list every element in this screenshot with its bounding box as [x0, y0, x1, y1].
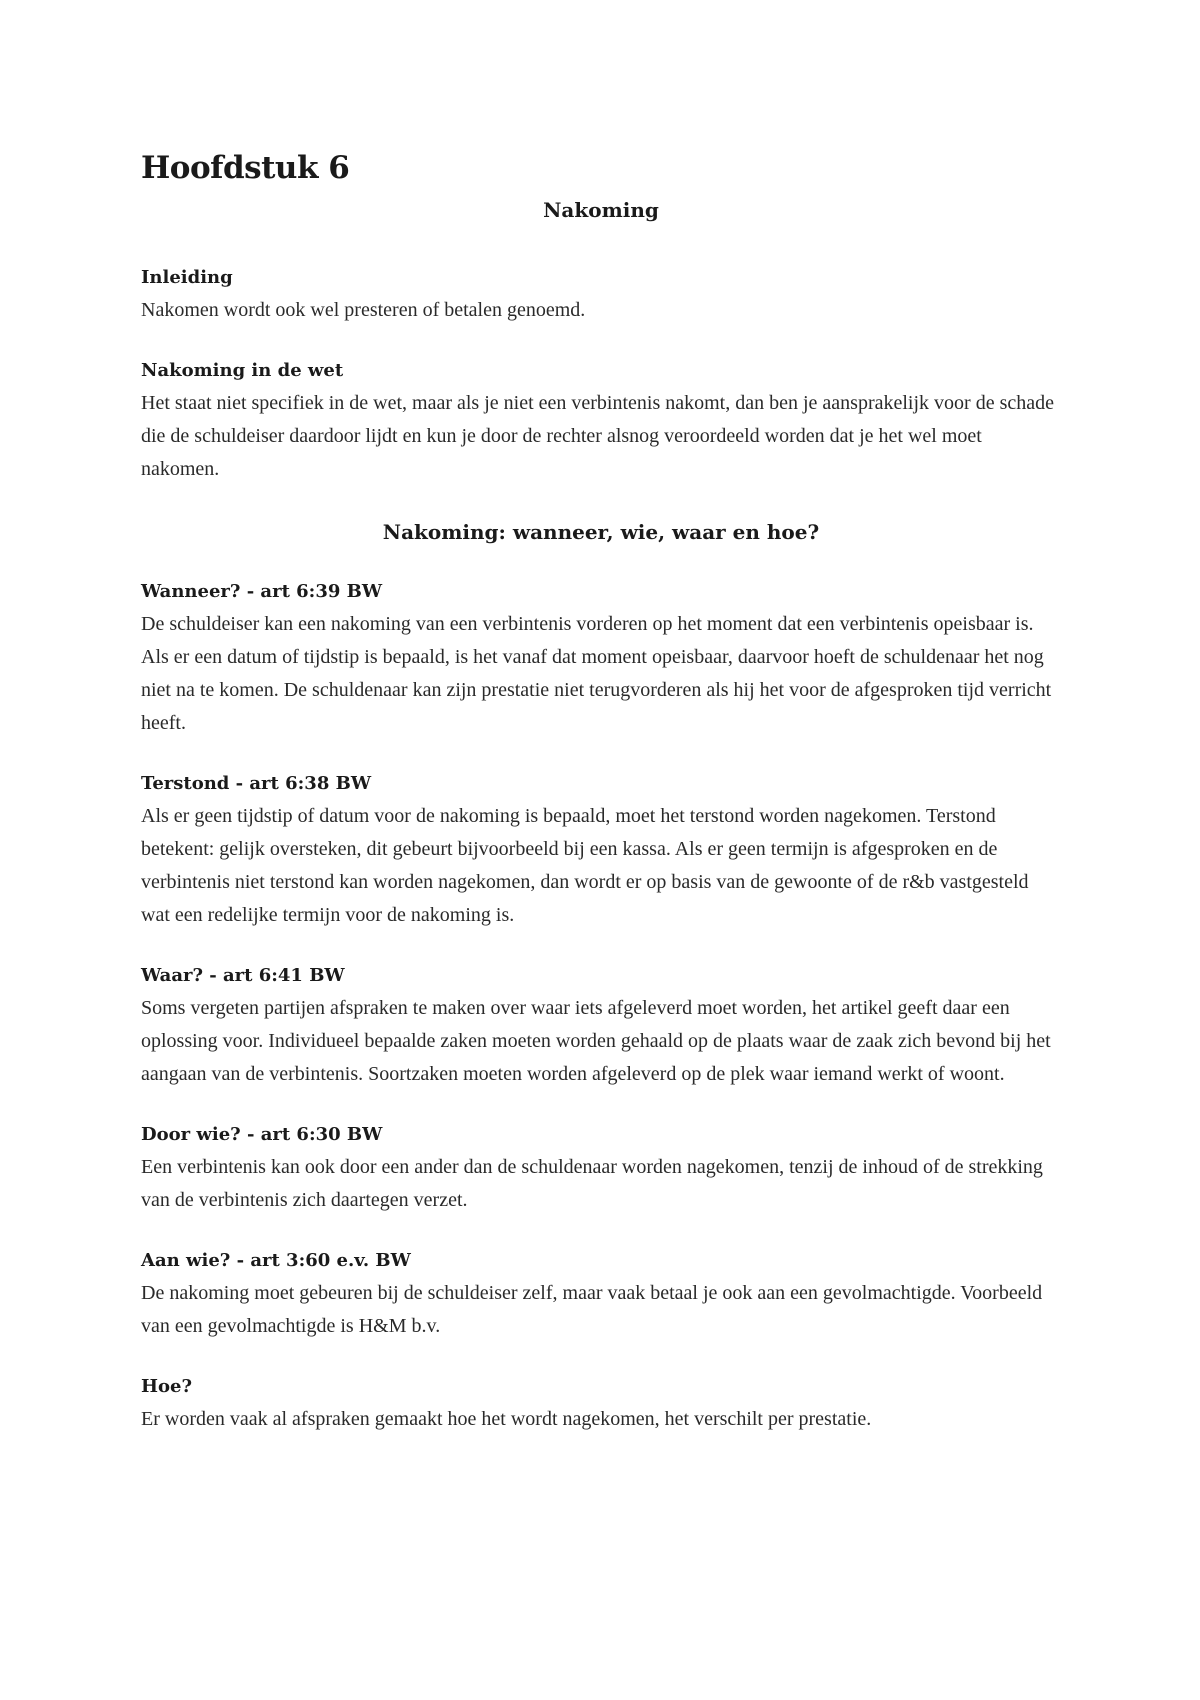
section-door-wie	[141, 1118, 1061, 1217]
section-aan-wie	[141, 1244, 1061, 1343]
section-waar	[141, 959, 1061, 1091]
section-terstond	[141, 767, 1061, 932]
chapter-subtitle: Nakoming	[543, 198, 659, 223]
section-hoe	[141, 1370, 1061, 1436]
section-heading: Inleiding	[141, 267, 233, 289]
middle-heading: Nakoming: wanneer, wie, waar en hoe?	[382, 520, 820, 545]
section-heading: Nakoming in de wet	[141, 360, 344, 382]
document-page	[141, 150, 1061, 1436]
section-text: Soms vergeten partijen afspraken te maken over waar iets afgeleverd moet worden, het artikel geeft daar een oplossing voor. Individueel bepaalde zaken moeten worden gehaald op de plaats waar de zaak zich bevond bij het aangaan van de verbintenis. Soortzaken moeten worden afgeleverd op de plek waar iemand werkt of woont.	[141, 997, 1051, 1086]
section-nakoming-in-de-wet	[141, 354, 1061, 486]
section-text: De nakoming moet gebeuren bij de schuldeiser zelf, maar vaak betaal je ook aan een gevolmachtigde. Voorbeeld van een gevolmachtigde is H&M b.v.	[141, 1282, 1043, 1338]
section-heading: Terstond - art 6:38 BW	[141, 773, 372, 795]
section-wanneer	[141, 575, 1061, 740]
section-text: Nakomen wordt ook wel presteren of betalen genoemd.	[141, 299, 586, 322]
section-inleiding	[141, 261, 1061, 327]
section-heading: Hoe?	[141, 1376, 193, 1398]
section-text: De schuldeiser kan een nakoming van een verbintenis vorderen op het moment dat een verbintenis opeisbaar is. Als er een datum of tijdstip is bepaald, is het vanaf dat moment opeisbaar, daarvoor hoeft de schuldenaar het nog niet na te komen. De schuldenaar kan zijn prestatie niet terugvorderen als hij het voor de afgesproken tijd verricht heeft.	[141, 613, 1052, 735]
chapter-title: Hoofdstuk 6	[141, 150, 350, 186]
section-text: Er worden vaak al afspraken gemaakt hoe het wordt nagekomen, het verschilt per prestatie.	[141, 1408, 872, 1431]
section-heading: Aan wie? - art 3:60 e.v. BW	[141, 1250, 411, 1272]
section-heading: Door wie? - art 6:30 BW	[141, 1124, 383, 1146]
section-text: Een verbintenis kan ook door een ander dan de schuldenaar worden nagekomen, tenzij de inhoud of de strekking van de verbintenis zich daartegen verzet.	[141, 1156, 1043, 1212]
section-text: Het staat niet specifiek in de wet, maar als je niet een verbintenis nakomt, dan ben je aansprakelijk voor de schade die de schuldeiser daardoor lijdt en kun je door de rechter alsnog veroordeeld worden dat je het wel moet nakomen.	[141, 392, 1054, 481]
section-heading: Wanneer? - art 6:39 BW	[141, 581, 383, 603]
section-heading: Waar? - art 6:41 BW	[141, 965, 345, 987]
section-text: Als er geen tijdstip of datum voor de nakoming is bepaald, moet het terstond worden nagekomen. Terstond betekent: gelijk oversteken, dit gebeurt bijvoorbeeld bij een kassa. Als er geen termijn is afgesproken en de verbintenis niet terstond kan worden nagekomen, dan wordt er op basis van de gewoonte of de r&b vastgesteld wat een redelijke termijn voor de nakoming is.	[141, 805, 1029, 927]
